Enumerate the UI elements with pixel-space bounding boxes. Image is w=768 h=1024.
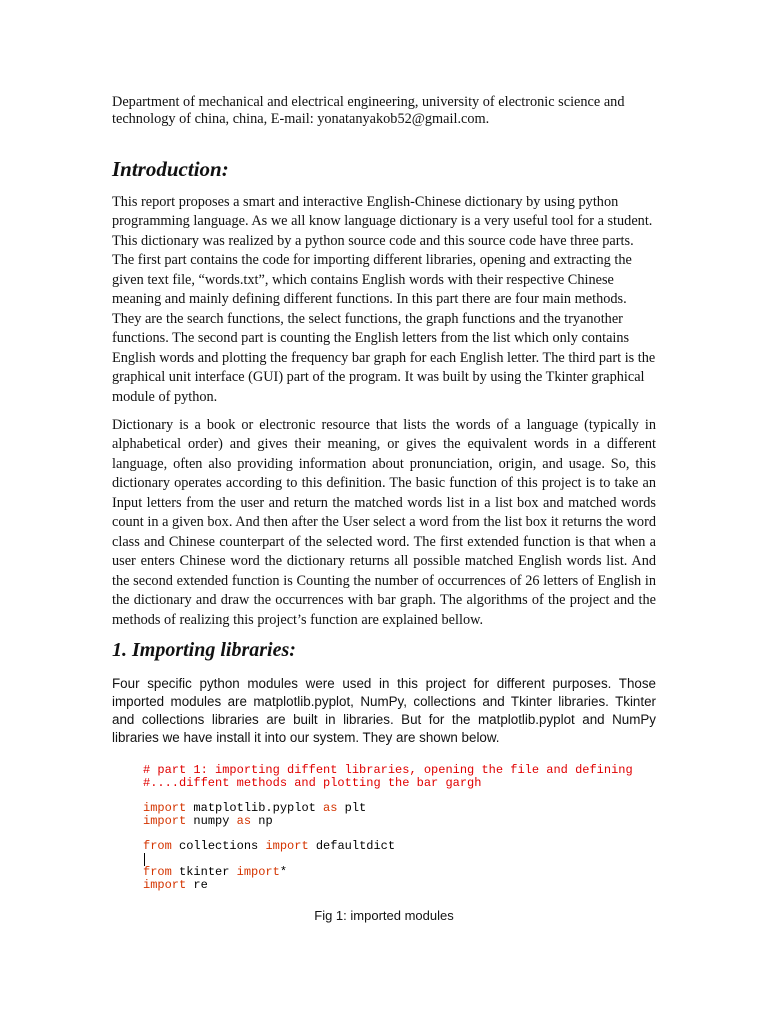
code-module: collections	[171, 838, 266, 853]
code-keyword: import	[143, 813, 187, 828]
code-keyword: import	[265, 838, 309, 853]
figure-caption: Fig 1: imported modules	[314, 908, 454, 923]
introduction-heading: Introduction:	[112, 157, 229, 181]
introduction-paragraph-1: This report proposes a smart and interactive English-Chinese dictionary by using python programming language. As we all know language dictionary is a very useful tool for a student. This dictionary was realized by a python source code and this source code have three parts. The first part contains the code for importing different libraries, opening and extracting the given text file, “words.txt”, which contains English words with their respective Chinese meaning and mainly defining different functions. In this part there are four main methods. They are the search functions, the select functions, the graph functions and the tryanother functions. The second part is counting the English letters from the list which only contains English words and plotting the frequency bar graph for each English letter. The third part is the graphical unit interface (GUI) part of the program. It was built by using the Tkinter graphical module of python.	[112, 194, 656, 405]
code-comment-line-2: #....diffent methods and plotting the bar gargh	[143, 775, 482, 790]
importing-libraries-heading: 1. Importing libraries:	[112, 639, 296, 661]
code-comment-line-1: # part 1: importing diffent libraries, opening the file and defining	[143, 763, 633, 777]
code-snippet	[143, 764, 643, 891]
affiliation-text: Department of mechanical and electrical engineering, university of electronic science and technology of china, china, E-mail: yonatanyakob52@gmail.com.	[112, 94, 625, 127]
code-keyword: as	[323, 800, 338, 815]
code-line-import-tkinter	[143, 866, 643, 879]
code-star: *	[279, 864, 288, 879]
code-keyword: import	[236, 864, 280, 879]
code-line-import-numpy	[143, 815, 643, 828]
code-alias: np	[251, 813, 273, 828]
code-module: tkinter	[171, 864, 237, 879]
code-module: re	[186, 877, 208, 892]
code-keyword: from	[143, 838, 172, 853]
code-line-import-collections	[143, 840, 643, 853]
code-keyword: import	[143, 800, 187, 815]
importing-libraries-paragraph: Four specific python modules were used in this project for different purposes. Those imported modules are matplotlib.pyplot, NumPy, collections and Tkinter libraries. Tkinter and collections libraries are built in libraries. But for the matplotlib.pyplot and NumPy libraries we have install it into our system. They are shown below.	[112, 676, 656, 745]
code-module: matplotlib.pyplot	[186, 800, 324, 815]
code-alias: plt	[337, 800, 367, 815]
code-name: defaultdict	[308, 838, 396, 853]
introduction-paragraph-2: Dictionary is a book or electronic resource that lists the words of a language (typically in alphabetical order) and gives their meaning, or gives the equivalent words in a different language, often also providing information about pronunciation, origin, and usage. So, this dictionary operates according to this definition. The basic function of this project is to take an Input letters from the user and return the matched words list in a list box and matched words count in a given box. And then after the User select a word from the list box it returns the word class and Chinese counterpart of the selected word. The first extended function is that when a user enters Chinese word the dictionary returns all possible matched English words list. And the second extended function is Counting the number of occurrences of 26 letters of English in the dictionary and draw the occurrences with bar graph. The algorithms of the project and the methods of realizing this project’s function are explained bellow.	[112, 417, 656, 628]
code-keyword: as	[236, 813, 252, 828]
code-line-import-re	[143, 879, 643, 892]
code-keyword: from	[143, 864, 172, 879]
code-keyword: import	[143, 877, 187, 892]
code-module: numpy	[186, 813, 237, 828]
